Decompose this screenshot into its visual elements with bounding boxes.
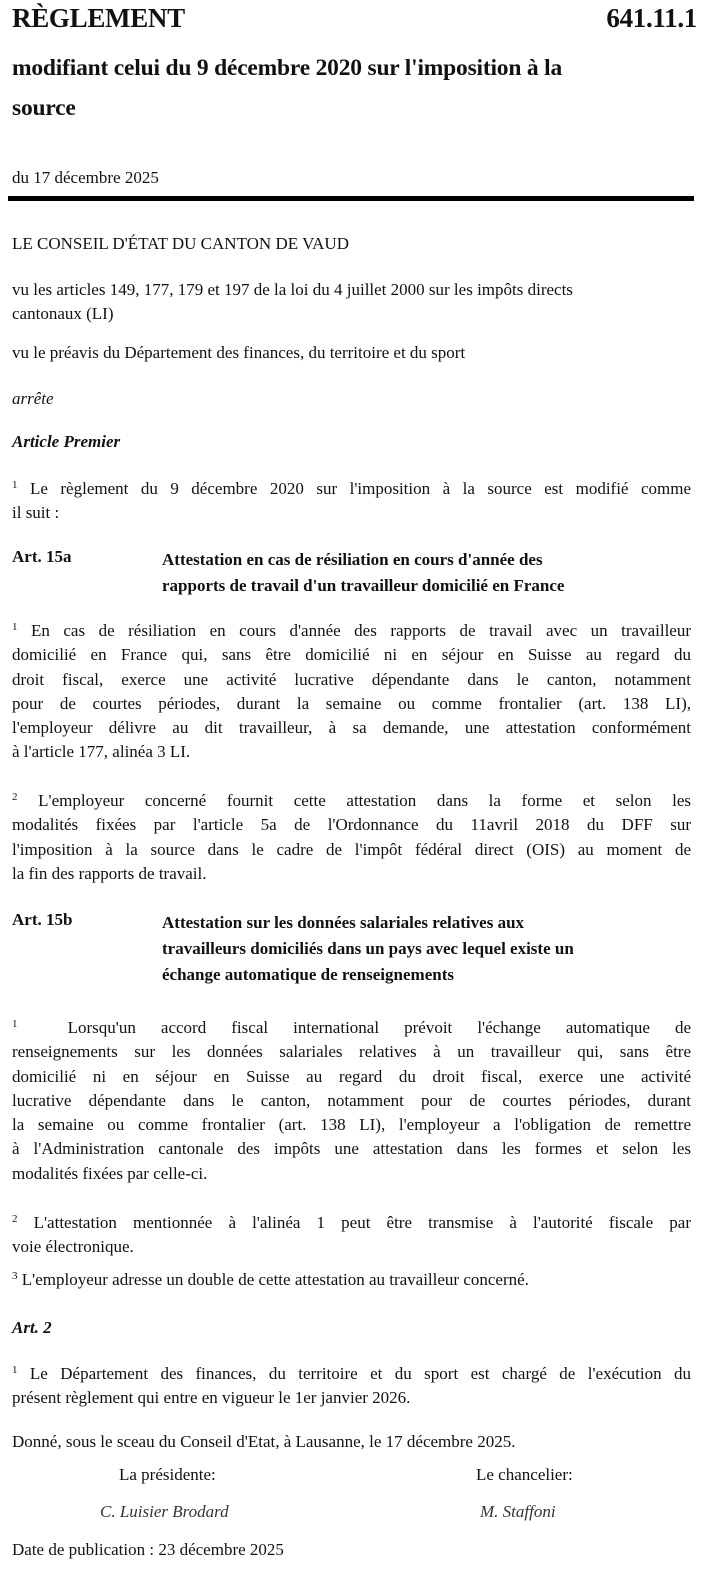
art-2-heading: Art. 2 bbox=[12, 1318, 52, 1337]
paragraph-line: l'employeur délivre au dit travailleur, à sa demande, une attestation conformément bbox=[12, 718, 691, 738]
chancellor-title: Le chancelier: bbox=[476, 1465, 573, 1484]
issuing-authority: LE CONSEIL D'ÉTAT DU CANTON DE VAUD bbox=[12, 234, 349, 253]
art-15a-title-line-1: Attestation en cas de résiliation en cours d'année des bbox=[162, 550, 543, 569]
art-2-paragraph-1: $^1$ Le Département des finances, du territoire et du sport est chargé de l'exécution du présent règlement qui entre en vigueur le 1er janvier 2026. bbox=[12, 1362, 691, 1411]
considering-1-line-2: cantonaux (LI) bbox=[12, 304, 114, 323]
given-statement: Donné, sous le sceau du Conseil d'Etat, à Lausanne, le 17 décembre 2025. bbox=[12, 1432, 516, 1451]
paragraph-line: renseignements sur les données salariales relatives à un travailleur qui, sans être bbox=[12, 1042, 691, 1062]
considering-1-line-1: vu les articles 149, 177, 179 et 197 de la loi du 4 juillet 2000 sur les impôts directs bbox=[12, 280, 573, 299]
art-15b-title-line-2: travailleurs domiciliés dans un pays avec lequel existe un bbox=[162, 939, 574, 958]
paragraph-line: $^1$ Le règlement du 9 décembre 2020 sur l'imposition à la source est modifié comme bbox=[12, 479, 691, 498]
paragraph-line: il suit : bbox=[12, 503, 60, 523]
art-15b-paragraph-1: $^1$ Lorsqu'un accord fiscal international prévoit l'échange automatique de renseignements sur les données salariales relatives à un travailleur qui, sans être domicilié ni en séjour en Suisse au regard du droit fiscal, exerce une activité lucrative dépendante dans le canton, notamment pour de courtes périodes, durant la semaine ou comme frontalier (art. 138 LI), l'employeur a l'obligation de remettre à l'Administration cantonale des impôts une attestation dans les formes et selon les modalités fixées par celle-ci. bbox=[12, 1016, 691, 1186]
document-date: du 17 décembre 2025 bbox=[12, 168, 159, 187]
paragraph-number: 1 bbox=[12, 1018, 18, 1030]
art-15a-paragraph-1: $^1$ En cas de résiliation en cours d'année des rapports de travail avec un travailleur domicilié en France qui, sans être domicilié ni en séjour en Suisse au regard du droit fiscal, exerce une activité lucrative dépendante dans le canton, notamment pour de courtes périodes, durant la semaine ou comme frontalier (art. 138 LI), l'employeur délivre au dit travailleur, à sa demande, une attestation conformément à l'article 177, alinéa 3 LI. bbox=[12, 619, 691, 765]
paragraph-line: l'imposition à la source dans le cadre de l'impôt fédéral direct (OIS) au moment de bbox=[12, 839, 691, 859]
paragraph-line: domicilié en France qui, sans être domicilié ni en séjour en Suisse au regard du bbox=[12, 645, 691, 665]
document-subtitle-line-1: modifiant celui du 9 décembre 2020 sur l'imposition à la bbox=[12, 55, 563, 81]
considering-2: vu le préavis du Département des finances, du territoire et du sport bbox=[12, 343, 466, 362]
paragraph-line: à l'Administration cantonale des impôts une attestation dans les formes et selon les bbox=[12, 1139, 691, 1159]
chancellor-signature: M. Staffoni bbox=[480, 1502, 556, 1521]
paragraph-line: à l'article 177, alinéa 3 LI. bbox=[12, 742, 191, 762]
paragraph-line: la fin des rapports de travail. bbox=[12, 863, 207, 883]
paragraph-line: pour de courtes périodes, durant la semaine ou comme frontalier (art. 138 LI), bbox=[12, 693, 691, 713]
art-15b-paragraph-2: $^2$ L'attestation mentionnée à l'alinéa 1 peut être transmise à l'autorité fiscale par voie électronique. bbox=[12, 1211, 691, 1260]
document-subtitle-line-2: source bbox=[12, 95, 76, 121]
art-15b-label: Art. 15b bbox=[12, 910, 73, 929]
art-15b-title-line-1: Attestation sur les données salariales relatives aux bbox=[162, 913, 525, 932]
article-premier-paragraph-1 bbox=[12, 477, 691, 526]
publication-date: Date de publication : 23 décembre 2025 bbox=[12, 1540, 284, 1559]
art-15a-title-line-2: rapports de travail d'un travailleur domicilié en France bbox=[162, 576, 565, 595]
president-title: La présidente: bbox=[119, 1465, 216, 1484]
art-15a-paragraph-2: $^2$ L'employeur concerné fournit cette attestation dans la forme et selon les modalités fixées par l'article 5a de l'Ordonnance du 11avril 2018 du DFF sur l'imposition à la source dans le cadre de l'impôt fédéral direct (OIS) au moment de la fin des rapports de travail. bbox=[12, 789, 691, 886]
document-type: RÈGLEMENT bbox=[12, 3, 185, 33]
paragraph-line: modalités fixées par celle-ci. bbox=[12, 1163, 208, 1183]
paragraph-number: 3 bbox=[12, 1270, 18, 1282]
paragraph-line: domicilié ni en séjour en Suisse au regard du droit fiscal, exerce une activité bbox=[12, 1066, 691, 1086]
paragraph-line: la semaine ou comme frontalier (art. 138 LI), l'employeur a l'obligation de remettre bbox=[12, 1115, 691, 1135]
president-signature: C. Luisier Brodard bbox=[100, 1502, 229, 1521]
paragraph-number: 2 bbox=[12, 1213, 18, 1225]
paragraph-number: 2 bbox=[12, 791, 18, 803]
decrees-word: arrête bbox=[12, 389, 54, 408]
paragraph-line: droit fiscal, exerce une activité lucrative dépendante dans le canton, notamment bbox=[12, 669, 691, 689]
paragraph-number: 1 bbox=[12, 1364, 18, 1376]
paragraph-line: lucrative dépendante dans le canton, notamment pour de courtes périodes, durant bbox=[12, 1090, 691, 1110]
paragraph-line: modalités fixées par l'article 5a de l'Ordonnance du 11avril 2018 du DFF sur bbox=[12, 815, 691, 835]
article-premier-heading: Article Premier bbox=[12, 432, 121, 451]
header-divider bbox=[8, 196, 694, 201]
document-number: 641.11.1 bbox=[606, 3, 697, 33]
paragraph-line: présent règlement qui entre en vigueur le 1er janvier 2026. bbox=[12, 1388, 411, 1408]
art-15b-title-line-3: échange automatique de renseignements bbox=[162, 965, 454, 984]
paragraph-number: 1 bbox=[12, 621, 18, 633]
paragraph-number: 1 bbox=[12, 479, 18, 491]
art-15a-label: Art. 15a bbox=[12, 547, 72, 566]
paragraph-line: voie électronique. bbox=[12, 1237, 134, 1257]
art-15b-paragraph-3: $^3$ L'employeur adresse un double de cette attestation au travailleur concerné. bbox=[12, 1270, 529, 1289]
